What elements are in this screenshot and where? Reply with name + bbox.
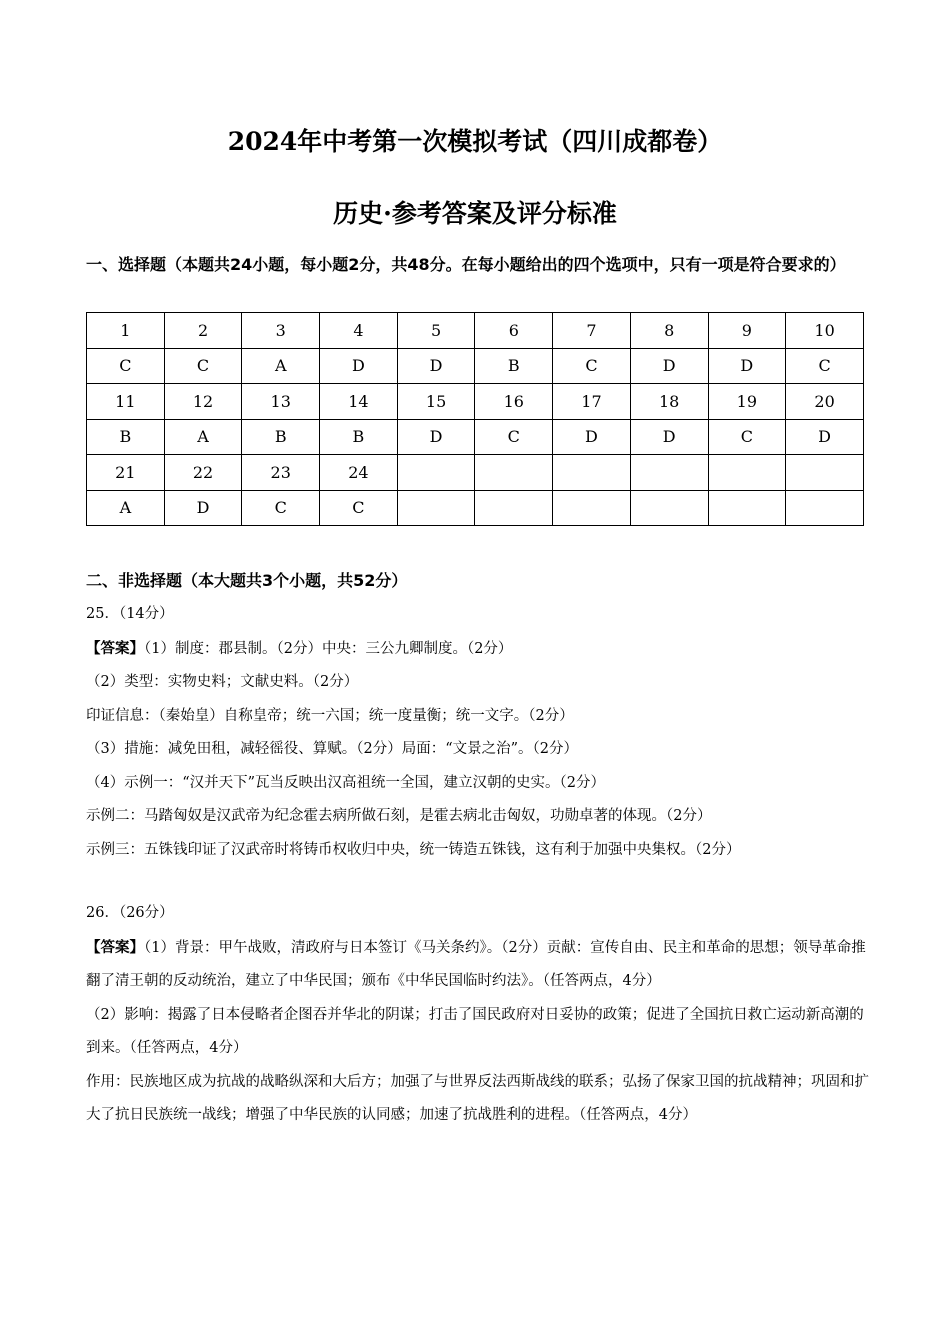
- question-25: [86, 598, 870, 867]
- table-row: [87, 348, 864, 384]
- table-row: [87, 313, 864, 349]
- table-cell: 23: [242, 455, 320, 491]
- table-cell: [708, 455, 786, 491]
- q26-number: 26．（26分）: [86, 905, 174, 921]
- table-cell: B: [320, 419, 398, 455]
- table-cell: A: [87, 490, 165, 526]
- table-cell: 2: [164, 313, 242, 349]
- question-26: [86, 897, 870, 1133]
- table-cell: C: [87, 348, 165, 384]
- table-cell: [397, 455, 475, 491]
- q26-paragraph-1: [86, 931, 870, 999]
- q25-line-6: 示例二：马踏匈奴是汉武帝为纪念霍去病所做石刻，是霍去病北击匈奴，功勋卓著的体现。（2分）: [86, 808, 712, 824]
- table-cell: 22: [164, 455, 242, 491]
- q26-answer-tag: 【答案】: [86, 938, 144, 956]
- table-cell: 9: [708, 313, 786, 349]
- table-cell: 17: [553, 384, 631, 420]
- q25-line-7: 示例三：五铢钱印证了汉武帝时将铸币权收归中央，统一铸造五铢钱，这有利于加强中央集权。（2分）: [86, 841, 741, 858]
- table-cell: 20: [786, 384, 864, 420]
- q25-answer-tag: 【答案】: [86, 639, 144, 657]
- table-cell: C: [553, 348, 631, 384]
- table-row: [87, 384, 864, 420]
- table-cell: C: [242, 490, 320, 526]
- table-cell: 16: [475, 384, 553, 420]
- table-cell: 14: [320, 384, 398, 420]
- table-cell: D: [397, 348, 475, 384]
- table-row: [87, 455, 864, 491]
- table-cell: 19: [708, 384, 786, 420]
- table-cell: 11: [87, 384, 165, 420]
- table-cell: B: [242, 419, 320, 455]
- section-1-heading: 一、选择题（本题共24小题，每小题2分，共48分。在每小题给出的四个选项中，只有一项是符合要求的）: [86, 255, 846, 274]
- q25-line-4: （3）措施：减免田租，减轻徭役、算赋。（2分）局面：“文景之治”。（2分）: [86, 741, 578, 757]
- table-cell: 18: [630, 384, 708, 420]
- table-cell: [475, 455, 553, 491]
- section-2-heading: 二、非选择题（本大题共3个小题，共52分）: [86, 571, 408, 590]
- table-cell: 8: [630, 313, 708, 349]
- table-cell: 15: [397, 384, 475, 420]
- table-cell: C: [786, 348, 864, 384]
- table-row: [87, 419, 864, 455]
- table-cell: 21: [87, 455, 165, 491]
- q25-line-1: [86, 632, 870, 667]
- table-cell: 4: [320, 313, 398, 349]
- table-cell: [786, 490, 864, 526]
- q25-line-3: 印证信息：（秦始皇）自称皇帝；统一六国；统一度量衡；统一文字。（2分）: [86, 707, 574, 724]
- table-cell: A: [164, 419, 242, 455]
- q25-text-1: （1）制度：郡县制。（2分）中央：三公九卿制度。（2分）: [144, 640, 513, 657]
- table-row: [87, 490, 864, 526]
- table-cell: A: [242, 348, 320, 384]
- page-title: 2024年中考第一次模拟考试（四川成都卷）: [227, 127, 723, 156]
- table-cell: [475, 490, 553, 526]
- q25-line-2: （2）类型：实物史料；文献史料。（2分）: [86, 674, 359, 690]
- table-cell: D: [320, 348, 398, 384]
- table-cell: 5: [397, 313, 475, 349]
- table-cell: C: [708, 419, 786, 455]
- q25-line-5: （4）示例一：“汉并天下”瓦当反映出汉高祖统一全国，建立汉朝的史实。（2分）: [86, 774, 606, 791]
- table-cell: 10: [786, 313, 864, 349]
- table-cell: [630, 455, 708, 491]
- table-cell: D: [630, 419, 708, 455]
- table-cell: 13: [242, 384, 320, 420]
- q25-number: 25．（14分）: [86, 606, 174, 622]
- table-cell: [397, 490, 475, 526]
- table-cell: 3: [242, 313, 320, 349]
- table-cell: [553, 490, 631, 526]
- q26-text-1: （1）背景：甲午战败，清政府与日本签订《马关条约》。（2分）贡献：宣传自由、民主和革命的思想；领导革命推翻了清王朝的反动统治，建立了中华民国；颁布《中华民国临时约法》。（任答两点，4分）: [86, 939, 866, 989]
- answer-table: [86, 312, 864, 526]
- table-cell: C: [164, 348, 242, 384]
- table-cell: 6: [475, 313, 553, 349]
- table-cell: C: [475, 419, 553, 455]
- table-cell: D: [786, 419, 864, 455]
- table-cell: [630, 490, 708, 526]
- page-subtitle: 历史·参考答案及评分标准: [333, 199, 617, 228]
- table-cell: 12: [164, 384, 242, 420]
- table-cell: 24: [320, 455, 398, 491]
- q26-paragraph-3: 作用：民族地区成为抗战的战略纵深和大后方；加强了与世界反法西斯战线的联系；弘扬了保家卫国的抗战精神；巩固和扩大了抗日民族统一战线；增强了中华民族的认同感；加速了抗战胜利的进程。（任答两点，4分）: [86, 1073, 869, 1123]
- table-cell: B: [87, 419, 165, 455]
- table-cell: C: [320, 490, 398, 526]
- table-cell: D: [553, 419, 631, 455]
- table-cell: D: [164, 490, 242, 526]
- table-cell: D: [708, 348, 786, 384]
- table-cell: B: [475, 348, 553, 384]
- table-cell: 1: [87, 313, 165, 349]
- table-cell: [786, 455, 864, 491]
- table-cell: 7: [553, 313, 631, 349]
- table-cell: D: [397, 419, 475, 455]
- q26-paragraph-2: （2）影响：揭露了日本侵略者企图吞并华北的阴谋；打击了国民政府对日妥协的政策；促进了全国抗日救亡运动新高潮的到来。（任答两点，4分）: [86, 1006, 864, 1056]
- table-cell: [553, 455, 631, 491]
- table-cell: D: [630, 348, 708, 384]
- table-cell: [708, 490, 786, 526]
